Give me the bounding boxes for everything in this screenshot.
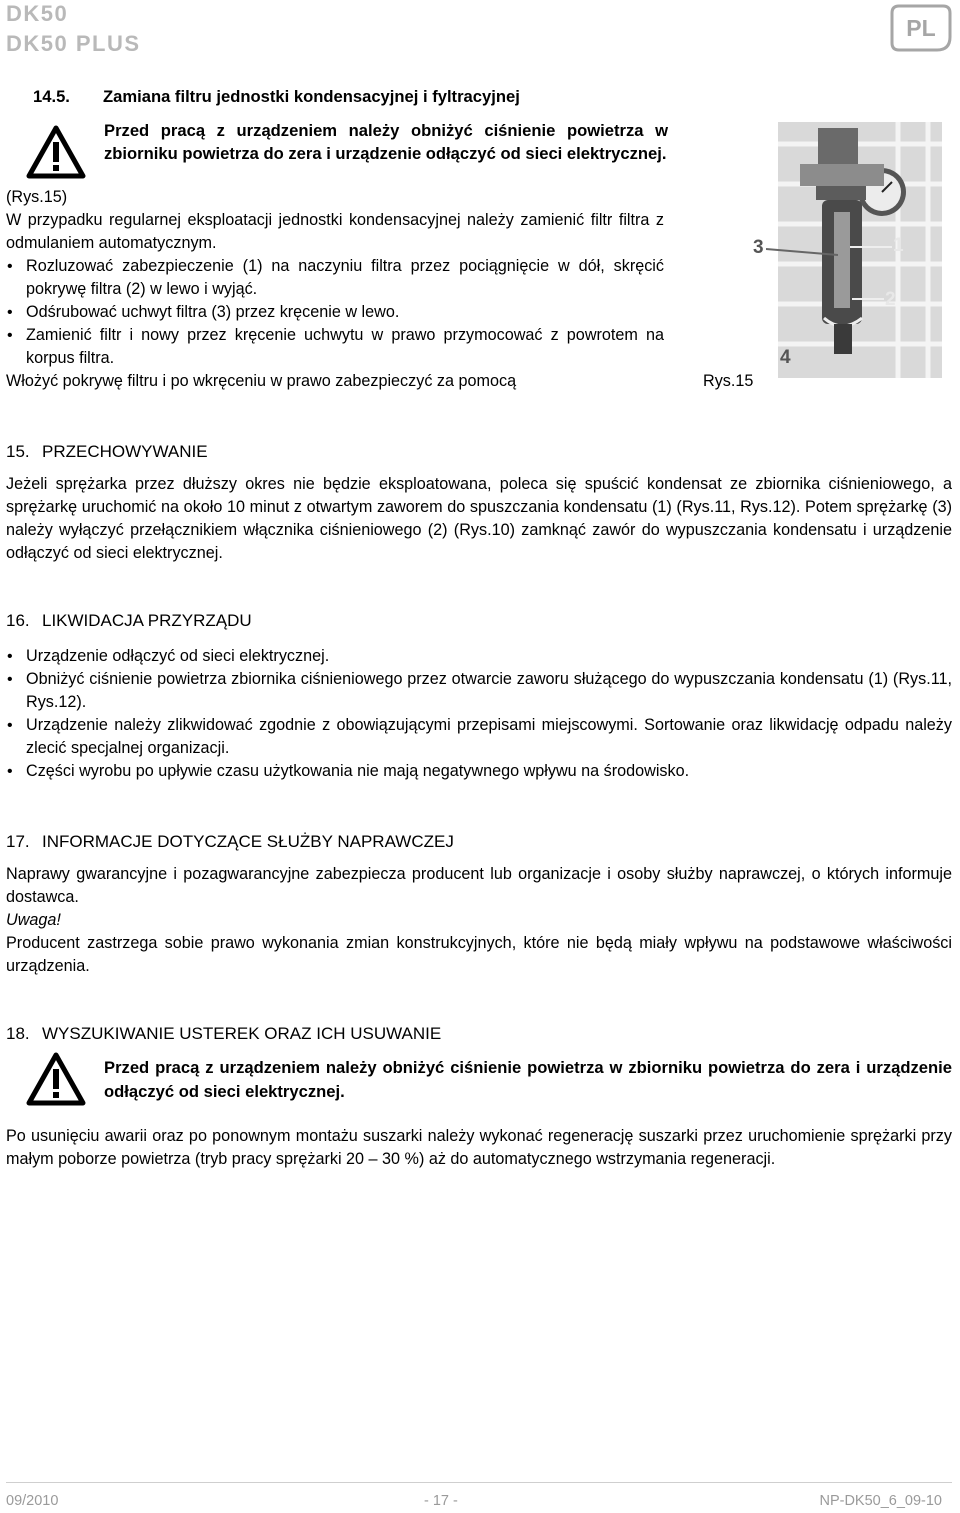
filter-steps-list (6, 255, 664, 370)
footer-divider (6, 1482, 952, 1483)
section-number: 16. (6, 611, 30, 630)
list-item: • Części wyrobu po upływie czasu użytkowania nie mają negatywnego wpływu na środowisko. (6, 760, 952, 783)
section-title: Zamiana filtru jednostki kondensacyjnej i fyltracyjnej (103, 87, 520, 106)
list-item: • Urządzenie odłączyć od sieci elektrycznej. (6, 645, 952, 668)
list-item: • Urządzenie należy zlikwidować zgodnie z obowiązującymi przepisami miejscowymi. Sortowanie oraz likwidację odpadu należy zlecić specjalnej organizacji. (6, 714, 952, 760)
warning-text: Przed pracą z urządzeniem należy obniżyć ciśnienie powietrza w zbiorniku powietrza do zera i urządzenie odłączyć od sieci elektrycznej. (104, 121, 668, 163)
list-item: • Zamienić filtr i nowy przez kręcenie uchwytu w prawo przymocować z powrotem na korpus filtra. (6, 324, 664, 370)
list-item: • Odśrubować uchwyt filtra (3) przez kręcenie w lewo. (6, 301, 664, 324)
leader-line-1 (850, 244, 892, 250)
figure-reference: (Rys.15) (6, 188, 68, 206)
troubleshooting-paragraph: Po usunięciu awarii oraz po ponownym montażu suszarki należy wykonać regenerację suszarki przez uruchomienie sprężarki przy małym poborze powietrza (tryb pracy sprężarki 20 – 30 %) aż do automatycznego wstrzymania regeneracji. (6, 1127, 952, 1168)
footer-date: 09/2010 (6, 1493, 59, 1509)
footer-page-number: - 17 - (424, 1493, 458, 1509)
figure-caption: Rys.15 (703, 372, 754, 390)
warning-icon (25, 124, 87, 180)
section-15-heading (6, 440, 208, 463)
section-number: 17. (6, 832, 30, 851)
section-title: LIKWIDACJA PRZYRZĄDU (42, 611, 252, 630)
list-item: • Rozluzować zabezpieczenie (1) na naczyniu filtra przez pociągnięcie w dół, skręcić pokrywę filtra (2) w lewo i wyjąć. (6, 255, 664, 301)
section-16-heading (6, 609, 252, 632)
leader-line-2 (852, 296, 884, 302)
header-title-dk50: DK50 (6, 1, 69, 26)
language-badge-label: PL (906, 15, 936, 41)
warning-icon (25, 1051, 87, 1107)
figure-label-3: 3 (753, 237, 764, 258)
section-18-heading (6, 1022, 441, 1045)
footer-document-id: NP-DK50_6_09-10 (819, 1493, 942, 1509)
section-title: INFORMACJE DOTYCZĄCE SŁUŻBY NAPRAWCZEJ (42, 832, 454, 851)
section-number: 14.5. (33, 87, 70, 106)
figure-label-4: 4 (780, 347, 791, 368)
service-paragraph: Naprawy gwarancyjne i pozagwarancyjne zabezpiecza producent lub organizacje i osoby służby naprawczej, o których informuje dostawca. (6, 865, 952, 906)
note-label: Uwaga! (6, 911, 61, 929)
header-title-dk50-plus: DK50 PLUS (6, 31, 141, 56)
figure-label-1: 1 (893, 235, 904, 256)
intro-paragraph: W przypadku regularnej eksploatacji jednostki kondensacyjnej należy zamienić filtr filtra z odmulaniem automatycznym. (6, 211, 664, 252)
disposal-list (6, 645, 952, 783)
language-badge-pl (889, 3, 953, 53)
section-number: 18. (6, 1024, 30, 1043)
storage-paragraph: Jeżeli sprężarka przez dłuższy okres nie będzie eksploatowana, poleca się spuścić kondensat ze zbiornika ciśnieniowego, a sprężarkę uruchomić na około 10 minut z otwartym zaworem do spuszczania kondensatu (1) (Rys.11, Rys.12). Potem sprężarkę (3) należy wyłączyć przełącznikiem włącznika ciśnieniowego (2) (Rys.10) zamknąć zawór do wypuszczania kondensatu i urządzenie odłączyć od sieci elektrycznej. (6, 475, 952, 562)
figure-label-2: 2 (885, 289, 896, 310)
warning-text: Przed pracą z urządzeniem należy obniżyć ciśnienie powietrza w zbiorniku powietrza do zera i urządzenie odłączyć od sieci elektrycznej. (104, 1058, 952, 1101)
list-item: • Obniżyć ciśnienie powietrza zbiornika ciśnieniowego przez otwarcie zaworu służącego do wypuszczania kondensatu (1) (Rys.11, Rys.12). (6, 668, 952, 714)
section-17-heading (6, 830, 454, 853)
leader-line-3 (766, 247, 838, 257)
section-title: WYSZUKIWANIE USTEREK ORAZ ICH USUWANIE (42, 1024, 442, 1043)
last-instruction-line: Włożyć pokrywę filtru i po wkręceniu w prawo zabezpieczyć za pomocą (6, 372, 517, 390)
section-number: 15. (6, 442, 30, 461)
section-14-5-heading (33, 85, 520, 108)
manufacturer-paragraph: Producent zastrzega sobie prawo wykonania zmian konstrukcyjnych, które nie będą miały wpływu na podstawowe właściwości urządzenia. (6, 934, 952, 975)
section-title: PRZECHOWYWANIE (42, 442, 208, 461)
